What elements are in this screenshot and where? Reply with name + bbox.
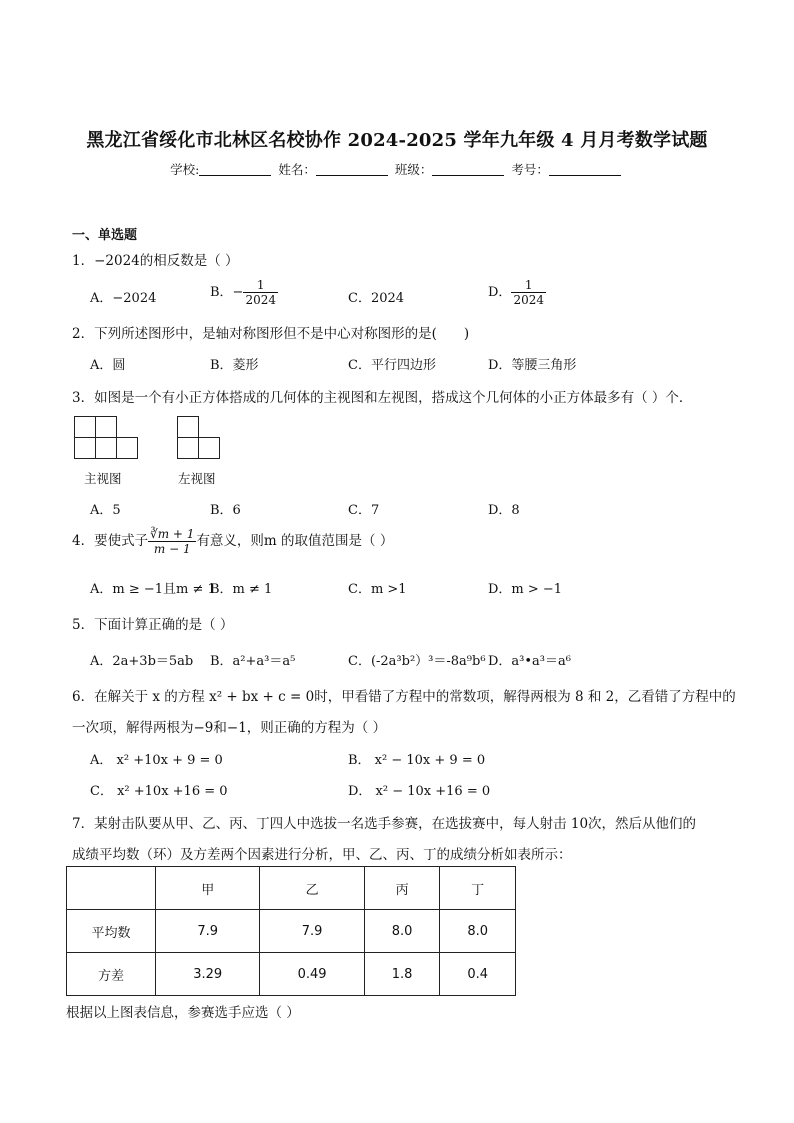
q7-after-table: 根据以上图表信息，参赛选手应选（ ） [66, 1005, 300, 1021]
table-header-cell: 甲 [156, 867, 260, 910]
q2-stem: 2．下列所述图形中，是轴对称图形但不是中心对称图形的是( ) [72, 326, 470, 342]
q3-option-b: B．6 [210, 503, 241, 518]
field-number: 考号： [511, 162, 549, 177]
field-school: 学校: [170, 162, 200, 177]
q7-line-1: 7．某射击队要从甲、乙、丙、丁四人中选拔一名选手参赛，在选拔赛中，每人射击 10次，然后从他们的 [72, 816, 697, 832]
q4-option-d: D．m > −1 [488, 582, 563, 597]
q6-line-1: 6．在解关于 x 的方程 x² + bx + c = 0时，甲看错了方程中的常数项，解得两根为 8 和 2，乙看错了方程中的 [72, 689, 736, 705]
q7-line-2: 成绩平均数（环）及方差两个因素进行分析，甲、乙、丙、丁的成绩分析如表所示： [72, 847, 572, 863]
table-cell: 3.29 [156, 953, 260, 996]
q2-option-b: B．菱形 [210, 358, 259, 373]
q2-option-c: C．平行四边形 [348, 358, 436, 373]
q6-option-c: C． x² +10x +16 = 0 [90, 784, 228, 799]
q3-option-a: A．5 [90, 503, 121, 518]
q5-option-c: C．(-2a³b²）³＝-8a⁹b⁶ [348, 654, 486, 669]
q4-option-a: A．m ≥ −1且m ≠ 1 [90, 582, 216, 597]
score-table [66, 866, 516, 996]
table-header-cell: 丁 [440, 867, 516, 910]
exam-title: 黑龙江省绥化市北林区名校协作 2024-2025 学年九年级 4 月月考数学试题 [86, 130, 708, 151]
student-info-line [0, 160, 794, 178]
q4-stem: 4．要使式子 $\frac{∛m + 1}{m - 1}$ 有意义，则m 的取值范围是（ ） [72, 527, 394, 556]
q6-line-2: 一次项，解得两根为−9和−1，则正确的方程为（ ） [72, 720, 387, 736]
table-cell: 7.9 [156, 910, 260, 953]
table-cell: 8.0 [364, 910, 440, 953]
q1-option-b: B．− $\frac{1}{2024}$ [210, 278, 276, 307]
section-heading: 一、单选题 [72, 228, 138, 243]
q5-option-a: A．2a+3b＝5ab [90, 654, 194, 669]
q6-option-b: B． x² − 10x + 9 = 0 [348, 753, 486, 768]
field-name: 姓名： [278, 162, 316, 177]
table-cell: 7.9 [260, 910, 364, 953]
q3-option-d: D．8 [488, 503, 520, 518]
front-view-label: 主视图 [84, 471, 122, 486]
table-cell: 0.49 [260, 953, 364, 996]
field-class: 班级： [394, 162, 433, 177]
class-blank[interactable] [432, 163, 504, 176]
table-cell: 平均数 [67, 910, 156, 953]
left-view-label: 左视图 [178, 471, 216, 486]
q5-option-b: B．a²+a³＝a⁵ [210, 654, 296, 669]
q6-option-d: D． x² − 10x +16 = 0 [348, 784, 491, 799]
table-row [67, 953, 516, 996]
q4-option-b: B．m ≠ 1 [210, 582, 273, 597]
table-header-cell [67, 867, 156, 910]
table-cell: 0.4 [440, 953, 516, 996]
table-cell: 8.0 [440, 910, 516, 953]
q2-option-d: D．等腰三角形 [488, 358, 577, 373]
q2-option-a: A．圆 [90, 358, 126, 373]
table-header-cell: 乙 [260, 867, 364, 910]
q1-option-a: A．−2024 [90, 291, 157, 306]
q5-option-d: D．a³•a³＝a⁶ [488, 654, 571, 669]
table-row [67, 910, 516, 953]
table-header-cell: 丙 [364, 867, 440, 910]
q6-option-a: A． x² +10x + 9 = 0 [90, 753, 223, 768]
name-blank[interactable] [316, 163, 388, 176]
q3-option-c: C．7 [348, 503, 380, 518]
q1-option-d: D． $\frac{1}{2024}$ [488, 278, 544, 307]
table-cell: 1.8 [364, 953, 440, 996]
table-header-row [67, 867, 516, 910]
q5-stem: 5．下面计算正确的是（ ） [72, 617, 234, 633]
q3-stem: 3．如图是一个有小正方体搭成的几何体的主视图和左视图，搭成这个几何体的小正方体最多有（ ）个． [72, 390, 693, 406]
school-blank[interactable] [199, 163, 271, 176]
table-cell: 方差 [67, 953, 156, 996]
number-blank[interactable] [549, 163, 621, 176]
q1-option-c: C．2024 [348, 291, 405, 306]
q1-stem: 1．−2024的相反数是（ ） [72, 253, 239, 269]
q4-option-c: C．m >1 [348, 582, 407, 597]
